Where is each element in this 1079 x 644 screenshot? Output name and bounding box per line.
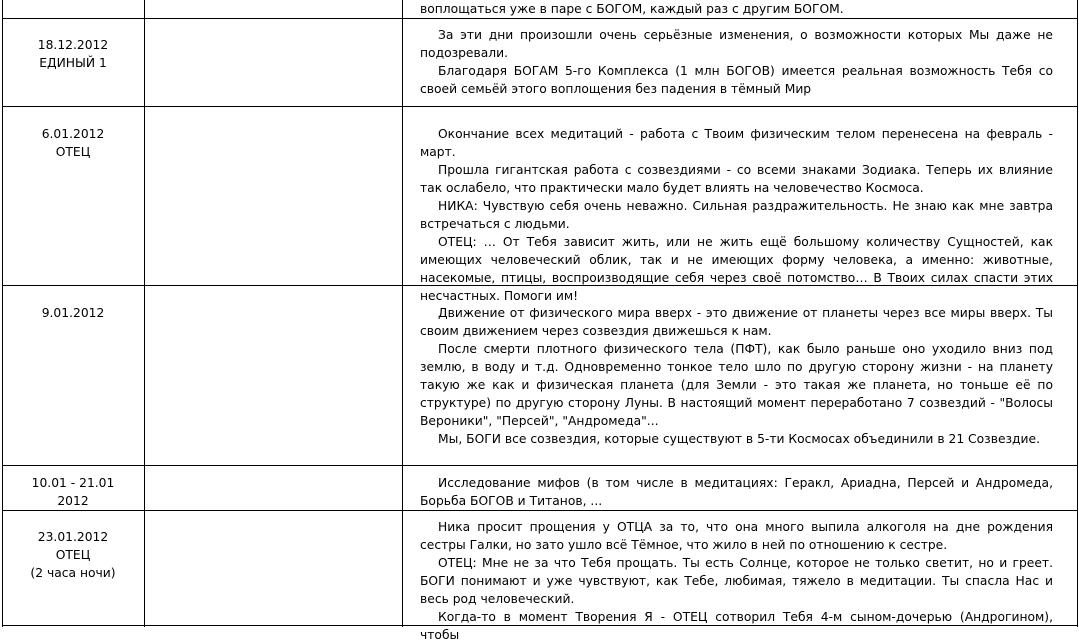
table-row-content xyxy=(420,474,1053,510)
table-row-content xyxy=(420,0,1053,18)
content-paragraph: ОТЕЦ: Мне не за что Тебя прощать. Ты есть Солнце, которое не только светит, но и греет. БОГИ понимают и уже чувствуют, как Тебе, любимая, тяжело в медитации. Ты спасла Нас и весь род человеческий. xyxy=(420,556,1053,606)
content-paragraph: За эти дни произошли очень серьёзные изменения, о возможности которых Мы даже не подозревали. xyxy=(420,28,1053,60)
date-line: 23.01.2012 xyxy=(37,530,109,544)
date-line: 2012 xyxy=(57,494,89,508)
content-paragraph: Мы, БОГИ все созвездия, которые существуют в 5-ти Космосах объединили в 21 Созвездие. xyxy=(438,432,1041,446)
content-paragraph: ОТЕЦ: … От Тебя зависит жить, или не жить ещё большому количеству Сущностей, как имеющих человеческий облик, так и не имеющих форму человека, а именно: животные, насекомые, птицы, воспроизводящие себя через своё потомство… В Твоих силах спасти этих несчастных. Помоги им! xyxy=(420,235,1053,303)
table-row-content xyxy=(420,304,1053,448)
content-paragraph: Исследование мифов (в том числе в медитациях: Геракл, Ариадна, Персей и Андромеда, Борьба БОГОВ и Титанов, ... xyxy=(420,476,1053,508)
content-paragraph: Ника просит прощения у ОТЦА за то, что она много выпила алкоголя на дне рождения сестры Галки, но зато ушло всё Тёмное, что жило в ней по отношению к сестре. xyxy=(420,520,1053,552)
author-line: ЕДИНЫЙ 1 xyxy=(39,56,107,70)
content-paragraph: После смерти плотного физического тела (ПФТ), как было раньше оно уходило вниз под землю, в воду и т.д. Одновременно тонкое тело шло по другую сторону жизни - на планету такую же как и физическая планета (для Земли - это такая же планета, но тоньше её по структуре) по другую сторону Луны. В настоящий момент переработано 7 созвездий - "Волосы Вероники", "Персей", "Андромеда"... xyxy=(420,342,1053,428)
content-paragraph: НИКА: Чувствую себя очень неважно. Сильная раздражительность. Не знаю как мне завтра встречаться с людьми. xyxy=(420,199,1053,231)
table-row-date xyxy=(2,125,144,161)
content-paragraph: Когда-то в момент Творения Я - ОТЕЦ сотворил Тебя 4-м сыном-дочерью (Андрогином), чтобы xyxy=(420,610,1053,642)
content-paragraph: Благодаря БОГАМ 5-го Комплекса (1 млн БОГОВ) имеется реальная возможность Тебя со своей семьёй этого воплощения без падения в тёмный Мир xyxy=(420,64,1053,96)
table-row-date xyxy=(2,304,144,322)
content-paragraph: Прошла гигантская работа с созвездиями - со всеми знаками Зодиака. Теперь их влияние так ослабело, что практически мало будет влиять на человечество Космоса. xyxy=(420,163,1053,195)
table-border-right xyxy=(1077,0,1078,627)
author-line: ОТЕЦ xyxy=(55,145,91,159)
author-line: ОТЕЦ xyxy=(55,548,91,562)
date-line: 10.01 - 21.01 xyxy=(31,476,115,490)
content-paragraph: Окончание всех медитаций - работа с Твоим физическим телом перенесена на февраль - март. xyxy=(420,127,1053,159)
date-line: 18.12.2012 xyxy=(37,38,109,52)
table-row-content xyxy=(420,518,1053,644)
content-paragraph: воплощаться уже в паре с БОГОМ, каждый раз с другим БОГОМ. xyxy=(420,2,844,16)
row-divider xyxy=(2,465,1078,466)
content-paragraph: Движение от физического мира вверх - это движение от планеты через все миры вверх. Ты своим движением через созвездия движешься к нам. xyxy=(420,306,1053,338)
table-row-content xyxy=(420,26,1053,98)
table-row-date xyxy=(2,36,144,72)
table-row-content xyxy=(420,125,1053,305)
column-divider-1 xyxy=(144,0,145,627)
table-row-date xyxy=(2,474,144,510)
row-divider xyxy=(2,510,1078,511)
column-divider-2 xyxy=(402,0,403,627)
date-line: 6.01.2012 xyxy=(41,127,105,141)
row-divider xyxy=(2,106,1078,107)
table-row-date xyxy=(2,528,144,582)
row-divider xyxy=(2,18,1078,19)
date-line: 9.01.2012 xyxy=(41,306,105,320)
time-note: (2 часа ночи) xyxy=(30,566,116,580)
